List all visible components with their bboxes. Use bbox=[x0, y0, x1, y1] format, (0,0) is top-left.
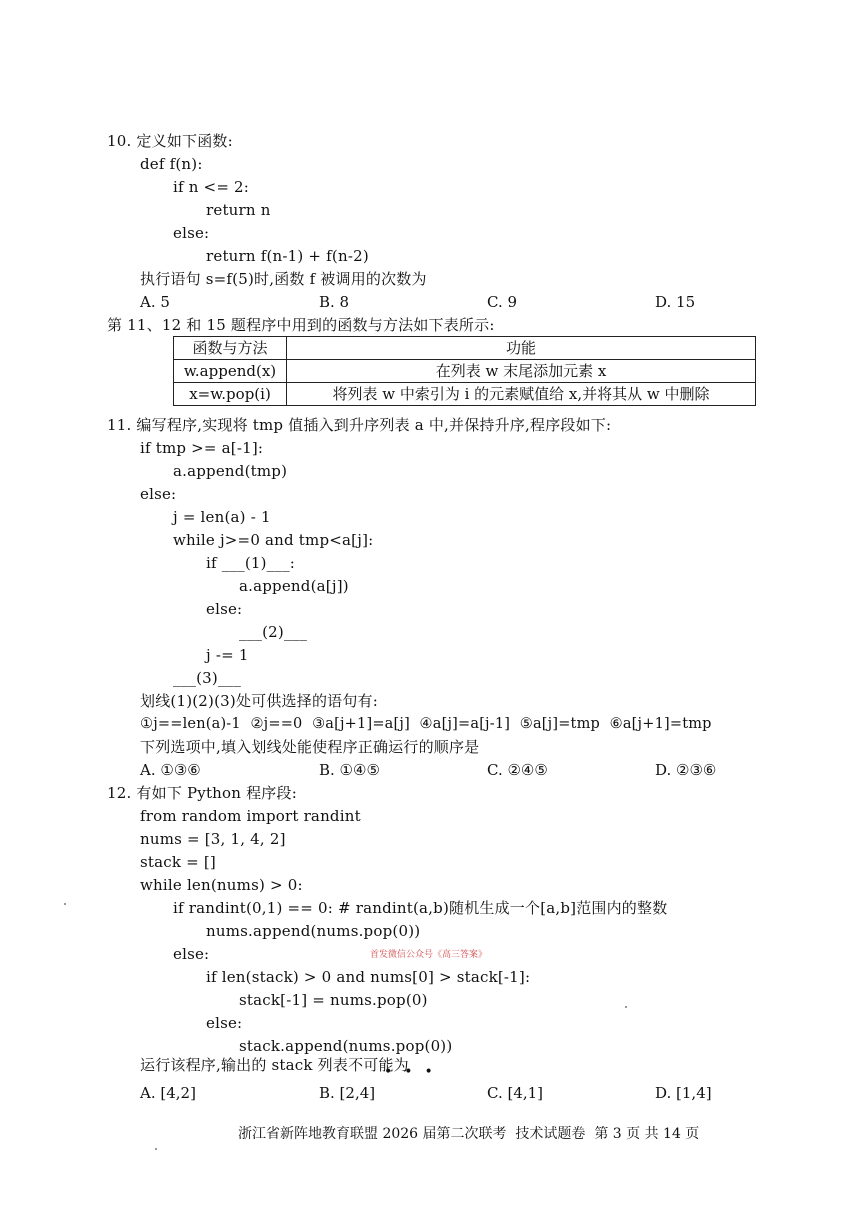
option-d: D. 15 bbox=[655, 293, 696, 311]
q10-options bbox=[140, 291, 760, 314]
scan-speck bbox=[155, 1148, 157, 1150]
q12-code-line: stack.append(nums.pop(0)) bbox=[239, 1037, 453, 1055]
option-b: B. 8 bbox=[319, 293, 350, 311]
q11-code-line: ___(2)___ bbox=[239, 623, 308, 641]
option-a: A. [4,2] bbox=[140, 1084, 196, 1102]
q12-title: 12. 有如下 Python 程序段: bbox=[107, 784, 297, 802]
table-cell: 将列表 w 中索引为 i 的元素赋值给 x,并将其从 w 中删除 bbox=[287, 383, 756, 406]
q12-prompt: 运行该程序,输出的 stack 列表不可能为 bbox=[140, 1056, 409, 1074]
option-c: C. [4,1] bbox=[487, 1084, 544, 1102]
q11-choices-label: 划线(1)(2)(3)处可供选择的语句有: bbox=[140, 692, 378, 710]
option-b: B. ①④⑤ bbox=[319, 761, 380, 779]
q10-code-line: return f(n-1) + f(n-2) bbox=[206, 247, 369, 265]
q12-code-line: else: bbox=[173, 945, 210, 963]
option-c: C. 9 bbox=[487, 293, 518, 311]
q11-code-line: if ___(1)___: bbox=[206, 554, 296, 572]
q10-prompt: 执行语句 s=f(5)时,函数 f 被调用的次数为 bbox=[140, 270, 427, 288]
q11-options bbox=[140, 759, 760, 782]
q11-code-line: j = len(a) - 1 bbox=[173, 508, 271, 526]
table-cell: w.append(x) bbox=[174, 360, 287, 383]
q12-code-line: stack[-1] = nums.pop(0) bbox=[239, 991, 428, 1009]
option-c: C. ②④⑤ bbox=[487, 761, 548, 779]
option-b: B. [2,4] bbox=[319, 1084, 376, 1102]
q12-code-line: else: bbox=[206, 1014, 243, 1032]
q11-code-line: while j>=0 and tmp<a[j]: bbox=[173, 531, 374, 549]
q11-code-line: else: bbox=[206, 600, 243, 618]
option-a: A. ①③⑥ bbox=[140, 761, 201, 779]
q10-code-line: return n bbox=[206, 201, 271, 219]
option-d: D. ②③⑥ bbox=[655, 761, 717, 779]
table-row bbox=[174, 360, 756, 383]
table-cell: 在列表 w 末尾添加元素 x bbox=[287, 360, 756, 383]
q12-code-line: if len(stack) > 0 and nums[0] > stack[-1]: bbox=[206, 968, 531, 986]
table-cell: x=w.pop(i) bbox=[174, 383, 287, 406]
q12-code-line: if randint(0,1) == 0: # randint(a,b)随机生成一个[a,b]范围内的整数 bbox=[173, 899, 668, 917]
scan-speck bbox=[64, 903, 66, 905]
q12-code-line: stack = [] bbox=[140, 853, 216, 871]
q12-options bbox=[140, 1082, 760, 1105]
function-table bbox=[173, 336, 756, 406]
q12-code-line: nums = [3, 1, 4, 2] bbox=[140, 830, 286, 848]
option-a: A. 5 bbox=[140, 293, 170, 311]
option-d: D. [1,4] bbox=[655, 1084, 712, 1102]
q11-code-line: j -= 1 bbox=[206, 646, 249, 664]
q11-code-line: else: bbox=[140, 485, 177, 503]
q10-code-line: else: bbox=[173, 224, 210, 242]
q10-code-line: if n <= 2: bbox=[173, 178, 250, 196]
q11-code-line: a.append(tmp) bbox=[173, 462, 288, 480]
q11-code-line: ___(3)___ bbox=[173, 669, 242, 687]
table-intro: 第 11、12 和 15 题程序中用到的函数与方法如下表所示: bbox=[107, 316, 495, 334]
table-row bbox=[174, 383, 756, 406]
table-header-cell: 函数与方法 bbox=[174, 337, 287, 360]
emphasis-dots: ••• bbox=[384, 1064, 445, 1080]
q11-code-line: if tmp >= a[-1]: bbox=[140, 439, 264, 457]
q12-code-line: from random import randint bbox=[140, 807, 361, 825]
q11-title: 11. 编写程序,实现将 tmp 值插入到升序列表 a 中,并保持升序,程序段如下: bbox=[107, 416, 612, 434]
watermark: 首发微信公众号《高三答案》 bbox=[370, 950, 488, 960]
q12-code-line: nums.append(nums.pop(0)) bbox=[206, 922, 421, 940]
table-header-row bbox=[174, 337, 756, 360]
table-header-cell: 功能 bbox=[287, 337, 756, 360]
q10-code-line: def f(n): bbox=[140, 155, 203, 173]
q11-code-line: a.append(a[j]) bbox=[239, 577, 349, 595]
page-footer: 浙江省新阵地教育联盟 2026 届第二次联考 技术试题卷 第 3 页 共 14 页 bbox=[238, 1126, 700, 1142]
q10-title: 10. 定义如下函数: bbox=[107, 132, 233, 150]
q11-prompt: 下列选项中,填入划线处能使程序正确运行的顺序是 bbox=[140, 738, 480, 756]
q11-choices: ①j==len(a)-1 ②j==0 ③a[j+1]=a[j] ④a[j]=a[j-1] ⑤a[j]=tmp ⑥a[j+1]=tmp bbox=[140, 716, 712, 732]
scan-speck bbox=[625, 1006, 627, 1008]
q12-code-line: while len(nums) > 0: bbox=[140, 876, 303, 894]
